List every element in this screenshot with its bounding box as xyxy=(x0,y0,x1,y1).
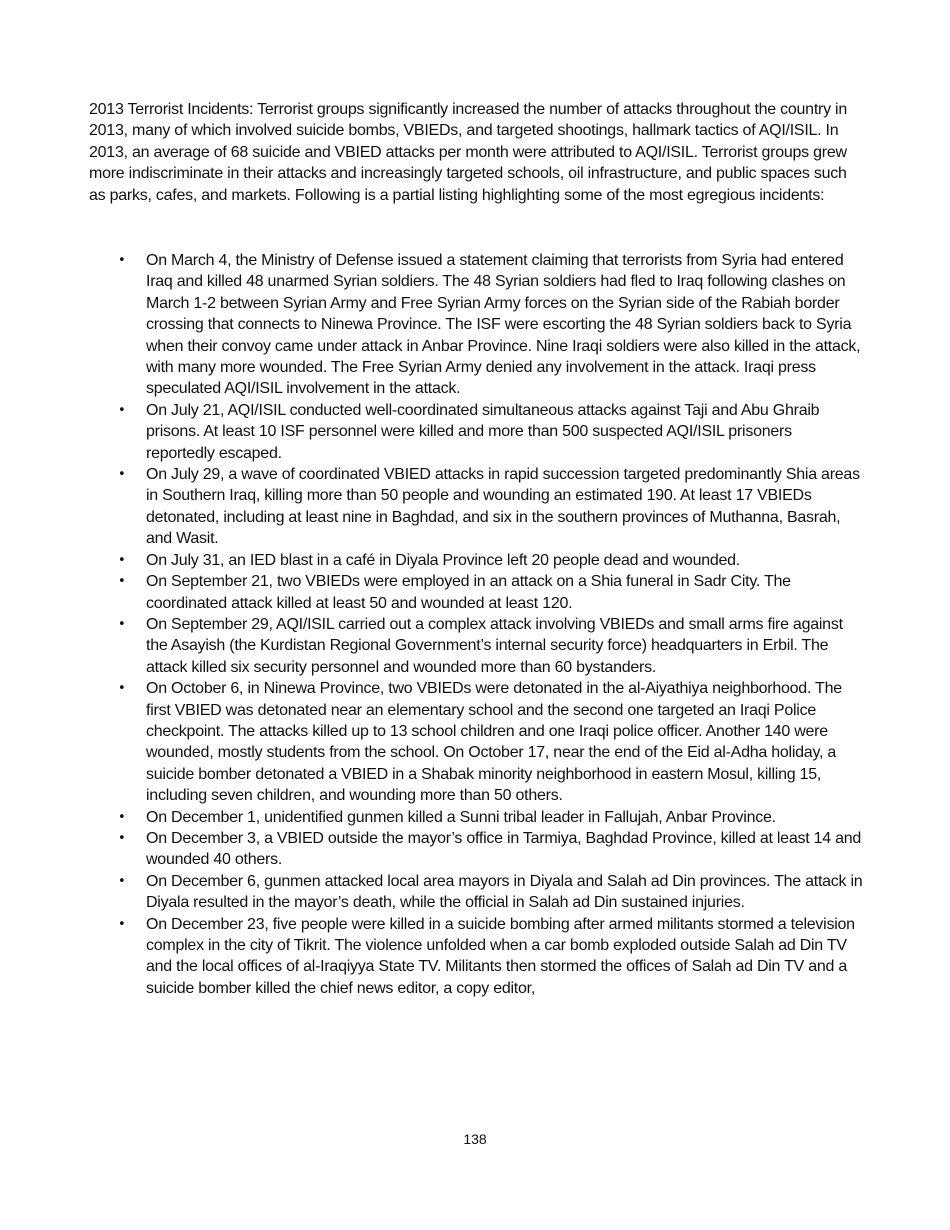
incident-text: On December 1, unidentified gunmen killed a Sunni tribal leader in Fallujah, Anbar Province. xyxy=(146,808,776,826)
bullet-icon: • xyxy=(118,467,126,483)
incident-text: On July 21, AQI/ISIL conducted well-coordinated simultaneous attacks against Taji and Abu Ghraib prisons. At least 10 ISF personnel were killed and more than 500 suspected AQI/ISIL prisoners reportedly escaped. xyxy=(146,401,820,462)
bullet-icon: • xyxy=(118,873,126,889)
bullet-icon: • xyxy=(118,552,126,568)
incident-list xyxy=(89,250,864,999)
list-item xyxy=(89,550,864,571)
bullet-icon: • xyxy=(118,809,126,825)
list-item xyxy=(89,678,864,806)
incident-text: On December 6, gunmen attacked local area mayors in Diyala and Salah ad Din provinces. The attack in Diyala resulted in the mayor’s death, while the official in Salah ad Din sustained injuries. xyxy=(146,872,863,912)
list-item xyxy=(89,914,864,1000)
incident-text: On December 3, a VBIED outside the mayor’s office in Tarmiya, Baghdad Province, killed at least 14 and wounded 40 others. xyxy=(146,829,862,869)
bullet-icon: • xyxy=(118,916,126,932)
list-item xyxy=(89,250,864,400)
bullet-icon: • xyxy=(118,681,126,697)
list-item xyxy=(89,571,864,614)
intro-paragraph: 2013 Terrorist Incidents: Terrorist groups significantly increased the number of attacks throughout the country in 2013, many of which involved suicide bombs, VBIEDs, and targeted shootings, hallmark tactics of AQI/ISIL. In 2013, an average of 68 suicide and VBIED attacks per month were attributed to AQI/ISIL. Terrorist groups grew more indiscriminate in their attacks and increasingly targeted schools, oil infrastructure, and public spaces such as parks, cafes, and markets. Following is a partial listing highlighting some of the most egregious incidents: xyxy=(89,101,847,204)
incident-text: On July 29, a wave of coordinated VBIED attacks in rapid succession targeted predominantly Shia areas in Southern Iraq, killing more than 50 people and wounding an estimated 190. At least 17 VBIEDs detonated, including at least nine in Baghdad, and six in the southern provinces of Muthanna, Basrah, and Wasit. xyxy=(146,466,860,548)
incident-text: On October 6, in Ninewa Province, two VBIEDs were detonated in the al-Aiyathiya neighborhood. The first VBIED was detonated near an elementary school and the second one targeted an Iraqi Police checkpoint. The attacks killed up to 13 school children and one Iraqi police officer. Another 140 were wounded, mostly students from the school. On October 17, near the end of the Eid al-Adha holiday, a suicide bomber detonated a VBIED in a Shabak minority neighborhood in eastern Mosul, killing 15, including seven children, and wounding more than 50 others. xyxy=(146,680,842,805)
incident-text: On September 29, AQI/ISIL carried out a complex attack involving VBIEDs and small arms fire against the Asayish (the Kurdistan Regional Government’s internal security force) headquarters in Erbil. The attack killed six security personnel and wounded more than 60 bystanders. xyxy=(146,615,843,676)
incident-text: On September 21, two VBIEDs were employed in an attack on a Shia funeral in Sadr City. The coordinated attack killed at least 50 and wounded at least 120. xyxy=(146,573,791,612)
list-item xyxy=(89,871,864,914)
list-item xyxy=(89,807,864,828)
bullet-icon: • xyxy=(118,830,126,846)
incident-text: On December 23, five people were killed in a suicide bombing after armed militants stormed a television complex in the city of Tikrit. The violence unfolded when a car bomb exploded outside Salah ad Din TV and the local offices of al-Iraqiyya State TV. Militants then stormed the offices of Salah ad Din TV and a suicide bomber killed the chief news editor, a copy editor, xyxy=(146,915,855,997)
list-item xyxy=(89,464,864,550)
list-item xyxy=(89,614,864,678)
bullet-icon: • xyxy=(118,402,126,418)
bullet-icon: • xyxy=(118,616,126,632)
list-item xyxy=(89,400,864,464)
incident-text: On March 4, the Ministry of Defense issued a statement claiming that terrorists from Syria had entered Iraq and killed 48 unarmed Syrian soldiers. The 48 Syrian soldiers had fled to Iraq following clashes on March 1-2 between Syrian Army and Free Syrian Army forces on the Syrian side of the Rabiah border crossing that connects to Ninewa Province. The ISF were escorting the 48 Syrian soldiers back to Syria when their convoy came under attack in Anbar Province. Nine Iraqi soldiers were also killed in the attack, with many more wounded. The Free Syrian Army denied any involvement in the attack. Iraqi press speculated AQI/ISIL involvement in the attack. xyxy=(146,252,861,398)
page-number: 138 xyxy=(463,1131,487,1147)
incident-text: On July 31, an IED blast in a café in Diyala Province left 20 people dead and wounded. xyxy=(146,551,740,569)
list-item xyxy=(89,828,864,871)
bullet-icon: • xyxy=(118,574,126,590)
bullet-icon: • xyxy=(118,253,126,268)
